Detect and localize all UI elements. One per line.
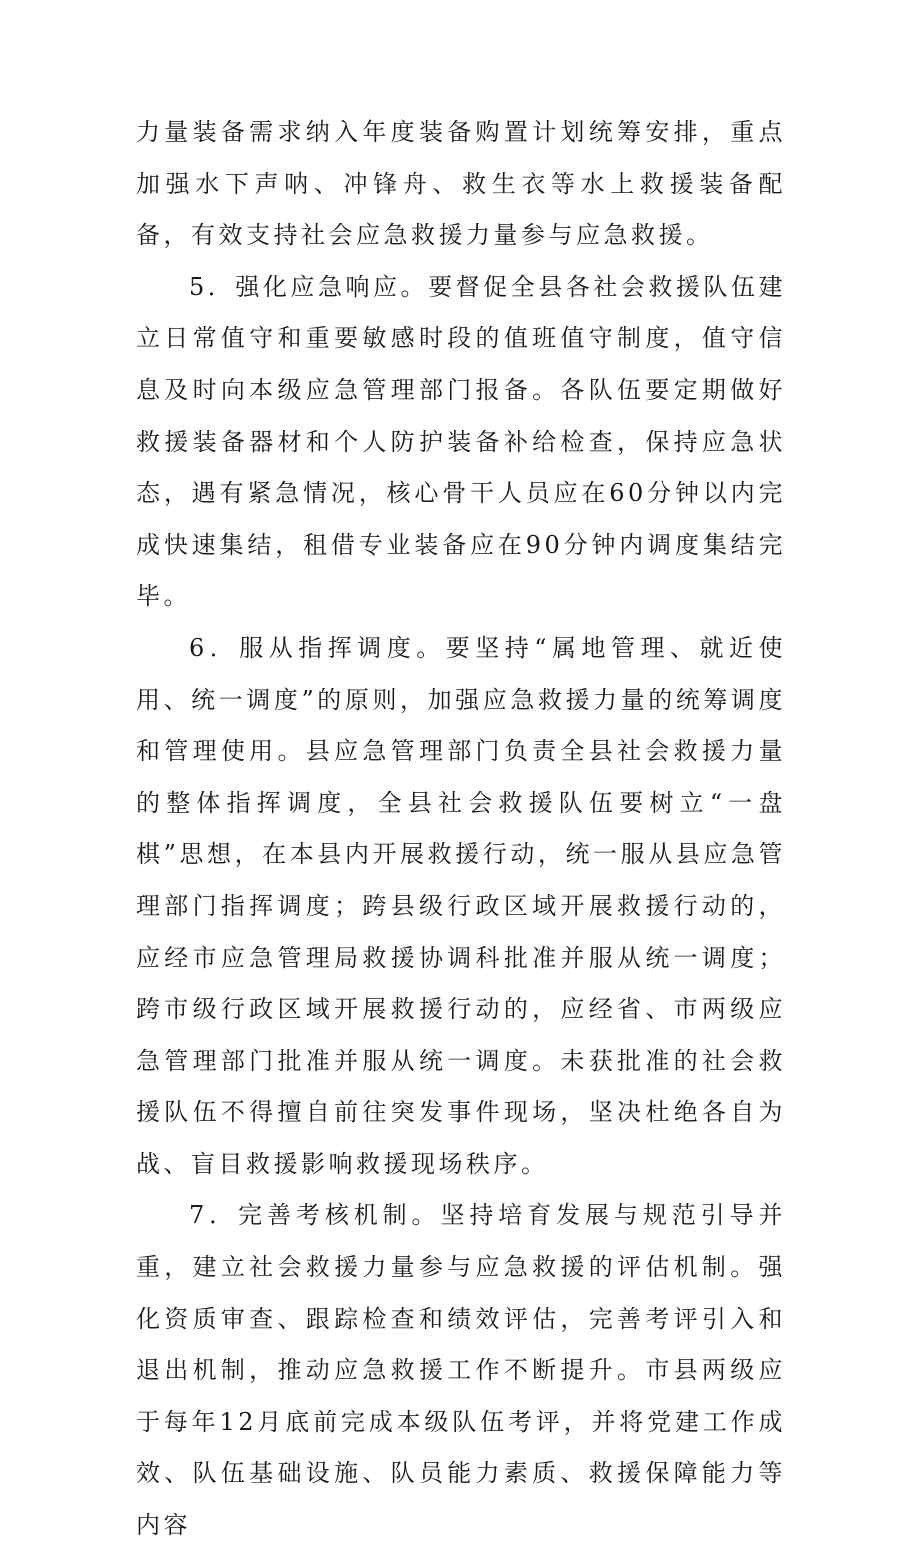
paragraph-item-5: 5．强化应急响应。要督促全县各社会救援队伍建立日常值守和重要敏感时段的值班值守制度，值守信息及时向本级应急管理部门报备。各队伍要定期做好救援装备器材和个人防护装备补给检查，保持应急状态，遇有紧急情况，核心骨干人员应在60分钟以内完成快速集结，租借专业装备应在90分钟内调度集结完毕。 — [136, 272, 786, 611]
paragraph-item-7: 7．完善考核机制。坚持培育发展与规范引导并重，建立社会救援力量参与应急救援的评估机制。强化资质审查、跟踪检查和绩效评估，完善考评引入和退出机制，推动应急救援工作不断提升。市县两级应于每年12月底前完成本级队伍考评，并将党建工作成效、队伍基础设施、队员能力素质、救援保障能力等内容 — [136, 1201, 786, 1540]
paragraph-continued: 力量装备需求纳入年度装备购置计划统筹安排，重点加强水下声呐、冲锋舟、救生衣等水上救援装备配备，有效支持社会应急救援力量参与应急救援。 — [136, 118, 786, 250]
document-body — [136, 107, 786, 1552]
paragraph-item-6: 6．服从指挥调度。要坚持“属地管理、就近使用、统一调度”的原则，加强应急救援力量的统筹调度和管理使用。县应急管理部门负责全县社会救援力量的整体指挥调度，全县社会救援队伍要树立“一盘棋”思想，在本县内开展救援行动，统一服从县应急管理部门指挥调度；跨县级行政区域开展救援行动的，应经市应急管理局救援协调科批准并服从统一调度；跨市级行政区域开展救援行动的，应经省、市两级应急管理部门批准并服从统一调度。未获批准的社会救援队伍不得擅自前往突发事件现场，坚决杜绝各自为战、盲目救援影响救援现场秩序。 — [136, 633, 786, 1178]
